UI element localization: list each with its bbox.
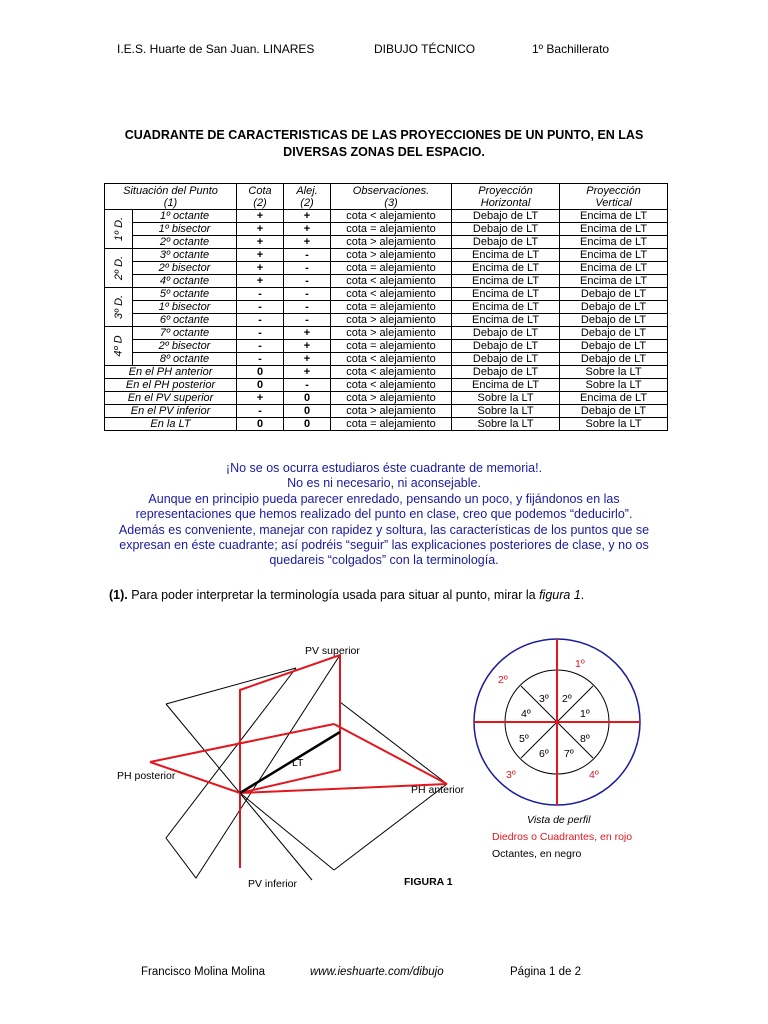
- cell-alej: -: [284, 275, 331, 288]
- dihedron-3-label: 3º: [506, 769, 516, 781]
- cell-pv: Encima de LT: [560, 275, 668, 288]
- cell-cota: +: [237, 392, 284, 405]
- cell-situacion: 1º bisector: [133, 223, 237, 236]
- cell-obs: cota > alejamiento: [331, 236, 452, 249]
- cell-alej: -: [284, 379, 331, 392]
- cell-situacion: En el PH anterior: [105, 366, 237, 379]
- cell-ph: Debajo de LT: [452, 236, 560, 249]
- cell-pv: Encima de LT: [560, 210, 668, 223]
- cell-cota: -: [237, 353, 284, 366]
- cell-cota: -: [237, 327, 284, 340]
- cell-ph: Debajo de LT: [452, 223, 560, 236]
- cell-pv: Debajo de LT: [560, 288, 668, 301]
- cell-ph: Encima de LT: [452, 314, 560, 327]
- cell-situacion: 2º bisector: [133, 340, 237, 353]
- figure-caption: FIGURA 1: [404, 876, 453, 888]
- header-school: I.E.S. Huarte de San Juan. LINARES: [117, 42, 315, 56]
- cell-cota: +: [237, 249, 284, 262]
- cell-situacion: 8º octante: [133, 353, 237, 366]
- octant-5-label: 5º: [519, 733, 529, 745]
- header-obs: Observaciones. (3): [331, 184, 452, 210]
- cell-obs: cota = alejamiento: [331, 340, 452, 353]
- cell-obs: cota < alejamiento: [331, 275, 452, 288]
- header-subject: DIBUJO TÉCNICO: [374, 42, 476, 56]
- cell-pv: Encima de LT: [560, 392, 668, 405]
- cell-obs: cota < alejamiento: [331, 379, 452, 392]
- header-pv: Proyección Vertical: [560, 184, 668, 210]
- dihedron-group-label: 2º D.: [105, 249, 133, 288]
- diedros-legend: Diedros o Cuadrantes, en rojo: [492, 831, 633, 843]
- cell-ph: Sobre la LT: [452, 405, 560, 418]
- cell-pv: Sobre la LT: [560, 418, 668, 431]
- dihedron-group-label: 3º D.: [105, 288, 133, 327]
- cell-ph: Encima de LT: [452, 288, 560, 301]
- cell-alej: +: [284, 340, 331, 353]
- cell-cota: -: [237, 301, 284, 314]
- cell-ph: Debajo de LT: [452, 340, 560, 353]
- cell-obs: cota = alejamiento: [331, 223, 452, 236]
- cell-cota: -: [237, 288, 284, 301]
- cell-situacion: 2º bisector: [133, 262, 237, 275]
- cell-situacion: En el PV superior: [105, 392, 237, 405]
- cell-alej: 0: [284, 392, 331, 405]
- cell-alej: -: [284, 249, 331, 262]
- cell-situacion: 3º octante: [133, 249, 237, 262]
- cell-situacion: En el PH posterior: [105, 379, 237, 392]
- cell-cota: 0: [237, 418, 284, 431]
- header-alej: Alej. (2): [284, 184, 331, 210]
- octant-7-label: 7º: [564, 748, 574, 760]
- cell-obs: cota > alejamiento: [331, 314, 452, 327]
- cell-ph: Encima de LT: [452, 275, 560, 288]
- study-note: ¡No se os ocurra estudiaros éste cuadrante de memoria!. No es ni necesario, ni aconsejable. Aunque en principio pueda parecer enredado, pensando un poco, y fijándonos en las representaciones que hemos realizado del punto en clase, creo que podemos “deducirlo”. Además es conveniente, manejar con rapidez y soltura, las características de los puntos que se expresan en éste cuadrante; así podréis “seguir” las explicaciones posteriores de clase, y no os quedareis “colgados” con la terminología.: [118, 461, 650, 568]
- cell-cota: -: [237, 314, 284, 327]
- cell-pv: Encima de LT: [560, 236, 668, 249]
- header-situacion: Situación del Punto (1): [105, 184, 237, 210]
- cell-obs: cota > alejamiento: [331, 249, 452, 262]
- cell-pv: Debajo de LT: [560, 340, 668, 353]
- cell-ph: Sobre la LT: [452, 392, 560, 405]
- cell-obs: cota = alejamiento: [331, 301, 452, 314]
- cell-alej: +: [284, 236, 331, 249]
- cell-cota: +: [237, 236, 284, 249]
- cell-obs: cota > alejamiento: [331, 392, 452, 405]
- cell-alej: +: [284, 353, 331, 366]
- cell-alej: +: [284, 210, 331, 223]
- cell-obs: cota < alejamiento: [331, 288, 452, 301]
- horizontal-plane-outline: [166, 655, 447, 880]
- cell-cota: +: [237, 223, 284, 236]
- footer-url[interactable]: www.ieshuarte.com/dibujo: [310, 966, 444, 978]
- cell-pv: Encima de LT: [560, 262, 668, 275]
- cell-pv: Sobre la LT: [560, 366, 668, 379]
- cell-pv: Encima de LT: [560, 223, 668, 236]
- cell-ph: Debajo de LT: [452, 353, 560, 366]
- cell-obs: cota > alejamiento: [331, 327, 452, 340]
- octant-8-label: 8º: [580, 733, 590, 745]
- cell-pv: Debajo de LT: [560, 405, 668, 418]
- cell-cota: +: [237, 210, 284, 223]
- cell-situacion: En el PV inferior: [105, 405, 237, 418]
- cell-pv: Debajo de LT: [560, 353, 668, 366]
- octantes-legend: Octantes, en negro: [492, 848, 582, 860]
- cell-ph: Encima de LT: [452, 262, 560, 275]
- dihedron-2-label: 2º: [498, 674, 508, 686]
- cell-pv: Debajo de LT: [560, 314, 668, 327]
- dihedron-group-label: 4º D: [105, 327, 133, 366]
- cell-alej: 0: [284, 405, 331, 418]
- vista-label: Vista de perfil: [527, 814, 591, 826]
- dihedron-1-label: 1º: [575, 658, 585, 670]
- cell-alej: +: [284, 327, 331, 340]
- cell-ph: Debajo de LT: [452, 327, 560, 340]
- cell-alej: 0: [284, 418, 331, 431]
- octant-4-label: 4º: [521, 708, 531, 720]
- cell-ph: Encima de LT: [452, 301, 560, 314]
- header-level: 1º Bachillerato: [532, 42, 610, 56]
- octant-6-label: 6º: [539, 748, 549, 760]
- cell-cota: 0: [237, 379, 284, 392]
- cell-situacion: 1º bisector: [133, 301, 237, 314]
- cell-alej: -: [284, 314, 331, 327]
- cell-situacion: 6º octante: [133, 314, 237, 327]
- cell-obs: cota < alejamiento: [331, 353, 452, 366]
- octant-1-label: 1º: [580, 708, 590, 720]
- label-pv-superior: PV superior: [305, 645, 360, 657]
- cell-pv: Debajo de LT: [560, 327, 668, 340]
- cell-ph: Debajo de LT: [452, 210, 560, 223]
- label-ph-posterior: PH posterior: [117, 770, 176, 782]
- cell-pv: Sobre la LT: [560, 379, 668, 392]
- octant-3-label: 3º: [539, 693, 549, 705]
- cell-cota: 0: [237, 366, 284, 379]
- cell-ph: Sobre la LT: [452, 418, 560, 431]
- cell-alej: -: [284, 262, 331, 275]
- cell-pv: Debajo de LT: [560, 301, 668, 314]
- footer-page: Página 1 de 2: [510, 966, 581, 978]
- cell-ph: Encima de LT: [452, 379, 560, 392]
- cell-alej: -: [284, 288, 331, 301]
- cell-obs: cota > alejamiento: [331, 405, 452, 418]
- cell-obs: cota = alejamiento: [331, 418, 452, 431]
- cell-cota: +: [237, 262, 284, 275]
- label-lt: LT: [292, 757, 304, 769]
- cell-situacion: 1º octante: [133, 210, 237, 223]
- cell-alej: -: [284, 301, 331, 314]
- cell-cota: -: [237, 340, 284, 353]
- cell-pv: Encima de LT: [560, 249, 668, 262]
- octant-2-label: 2º: [562, 693, 572, 705]
- cell-cota: +: [237, 275, 284, 288]
- cell-ph: Encima de LT: [452, 249, 560, 262]
- cell-obs: cota < alejamiento: [331, 366, 452, 379]
- cell-situacion: 7º octante: [133, 327, 237, 340]
- cell-situacion: En la LT: [105, 418, 237, 431]
- page-title: CUADRANTE DE CARACTERISTICAS DE LAS PROYECCIONES DE UN PUNTO, EN LAS DIVERSAS ZONAS DEL ESPACIO.: [124, 128, 644, 159]
- dihedron-group-label: 1º D.: [105, 210, 133, 249]
- cell-situacion: 5º octante: [133, 288, 237, 301]
- cell-cota: -: [237, 405, 284, 418]
- dihedron-4-label: 4º: [589, 769, 599, 781]
- header-ph: Proyección Horizontal: [452, 184, 560, 210]
- cell-alej: +: [284, 223, 331, 236]
- cell-situacion: 2º octante: [133, 236, 237, 249]
- cell-ph: Debajo de LT: [452, 366, 560, 379]
- footer-author: Francisco Molina Molina: [141, 966, 265, 978]
- cell-situacion: 4º octante: [133, 275, 237, 288]
- profile-view: [474, 639, 640, 805]
- label-ph-anterior: PH anterior: [411, 784, 465, 796]
- cell-alej: +: [284, 366, 331, 379]
- label-pv-inferior: PV inferior: [248, 878, 298, 890]
- figure-reference: (1). Para poder interpretar la terminología usada para situar al punto, mirar la figura 1.: [109, 588, 585, 602]
- cell-obs: cota < alejamiento: [331, 210, 452, 223]
- header-cota: Cota (2): [237, 184, 284, 210]
- cell-obs: cota = alejamiento: [331, 262, 452, 275]
